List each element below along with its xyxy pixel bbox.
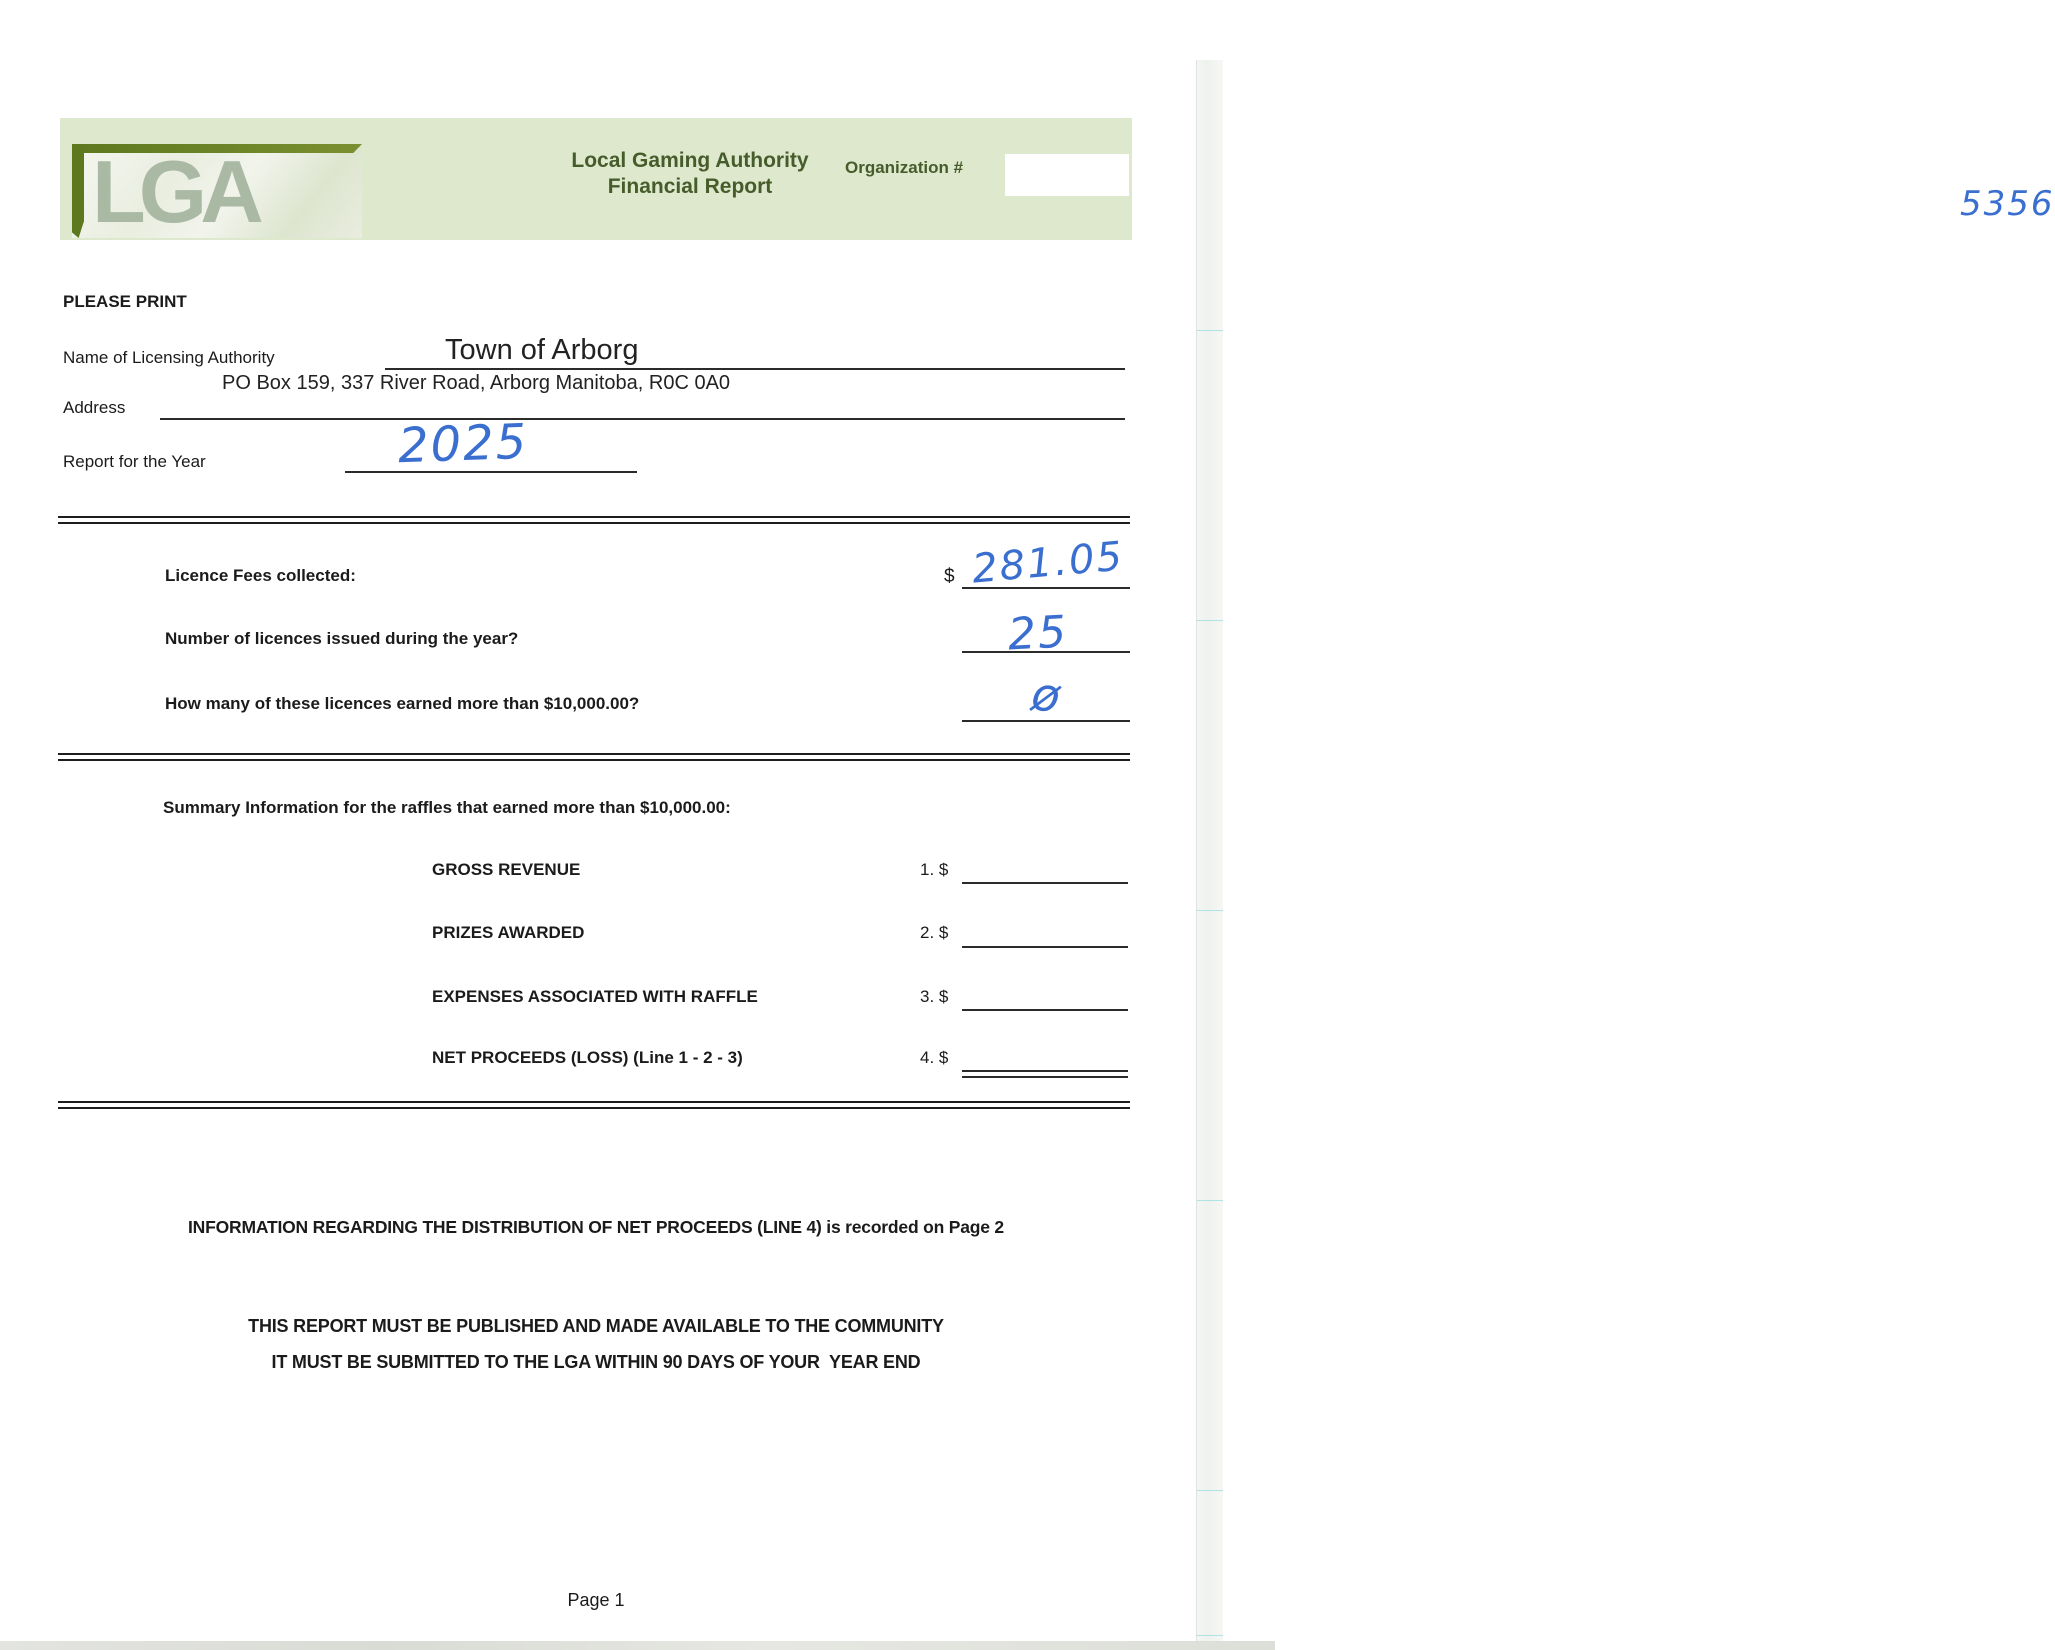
form-title xyxy=(480,148,900,200)
report-year-line[interactable] xyxy=(345,471,637,473)
address-label: Address xyxy=(63,398,126,417)
raffle-expenses-prefix: 3. $ xyxy=(920,987,949,1006)
organization-number-field[interactable] xyxy=(1005,154,2055,224)
header-band xyxy=(60,118,2055,241)
address-value: PO Box 159, 337 River Road, Arborg Manitoba, R0C 0A0 xyxy=(222,372,731,394)
raffle-expenses-label: EXPENSES ASSOCIATED WITH RAFFLE xyxy=(432,987,758,1006)
prizes-awarded-label: PRIZES AWARDED xyxy=(432,923,585,942)
prizes-awarded-line[interactable] xyxy=(962,946,1128,948)
scan-tick xyxy=(1197,1490,1223,1491)
distribution-note: INFORMATION REGARDING THE DISTRIBUTION OF NET PROCEEDS (LINE 4) is recorded on Page 2 xyxy=(188,1217,1004,1237)
page-number: Page 1 xyxy=(567,1590,625,1610)
report-year-value: 2025 xyxy=(397,413,530,475)
scan-tick xyxy=(1197,620,1223,621)
licences-issued-value: 25 xyxy=(1006,606,1070,661)
section-divider-2 xyxy=(58,753,1130,761)
lga-logo-text: LGA xyxy=(92,142,257,241)
licences-over-10000-value: ø xyxy=(1028,666,1066,724)
licence-fees-value: 281.05 xyxy=(970,533,1126,593)
licensing-authority-label: Name of Licensing Authority xyxy=(63,348,275,367)
gross-revenue-line[interactable] xyxy=(962,882,1128,884)
licences-over-10000-label: How many of these licences earned more than $10,000.00? xyxy=(165,694,640,713)
logo-left-bar xyxy=(72,144,84,238)
publish-note-line1: THIS REPORT MUST BE PUBLISHED AND MADE AVAILABLE TO THE COMMUNITY xyxy=(248,1316,944,1336)
licence-fees-label: Licence Fees collected: xyxy=(165,566,356,585)
form-title-line2: Financial Report xyxy=(607,175,773,198)
gross-revenue-label: GROSS REVENUE xyxy=(432,860,581,879)
gross-revenue-prefix: 1. $ xyxy=(920,860,949,879)
scan-tick xyxy=(1197,1200,1223,1201)
prizes-awarded-prefix: 2. $ xyxy=(920,923,949,942)
scan-tick xyxy=(1197,910,1223,911)
organization-number-value: 5356 xyxy=(1960,184,2055,224)
raffle-expenses-line[interactable] xyxy=(962,1009,1128,1011)
please-print-label: PLEASE PRINT xyxy=(63,292,187,311)
net-proceeds-line[interactable] xyxy=(962,1070,1128,1078)
section-divider-1 xyxy=(58,516,1130,524)
address-line[interactable] xyxy=(160,418,1125,420)
summary-heading: Summary Information for the raffles that earned more than $10,000.00: xyxy=(163,798,731,817)
scan-edge-artifact xyxy=(1196,60,1223,1650)
scan-tick xyxy=(1197,330,1223,331)
dollar-sign: $ xyxy=(944,566,955,587)
form-title-line1: Local Gaming Authority xyxy=(571,149,809,172)
net-proceeds-prefix: 4. $ xyxy=(920,1048,949,1067)
scan-bottom-edge-artifact xyxy=(0,1641,1275,1650)
lga-logo xyxy=(72,142,362,241)
organization-number-label: Organization # xyxy=(845,158,964,177)
scan-tick xyxy=(1197,1635,1223,1636)
report-year-label: Report for the Year xyxy=(63,452,206,471)
licensing-authority-line[interactable] xyxy=(385,368,1125,370)
licensing-authority-value: Town of Arborg xyxy=(445,334,639,366)
section-divider-3 xyxy=(58,1101,1130,1109)
publish-note-line2: IT MUST BE SUBMITTED TO THE LGA WITHIN 90 DAYS OF YOUR YEAR END xyxy=(271,1352,921,1372)
licences-issued-label: Number of licences issued during the year? xyxy=(165,629,519,648)
net-proceeds-label: NET PROCEEDS (LOSS) (Line 1 - 2 - 3) xyxy=(432,1048,743,1067)
